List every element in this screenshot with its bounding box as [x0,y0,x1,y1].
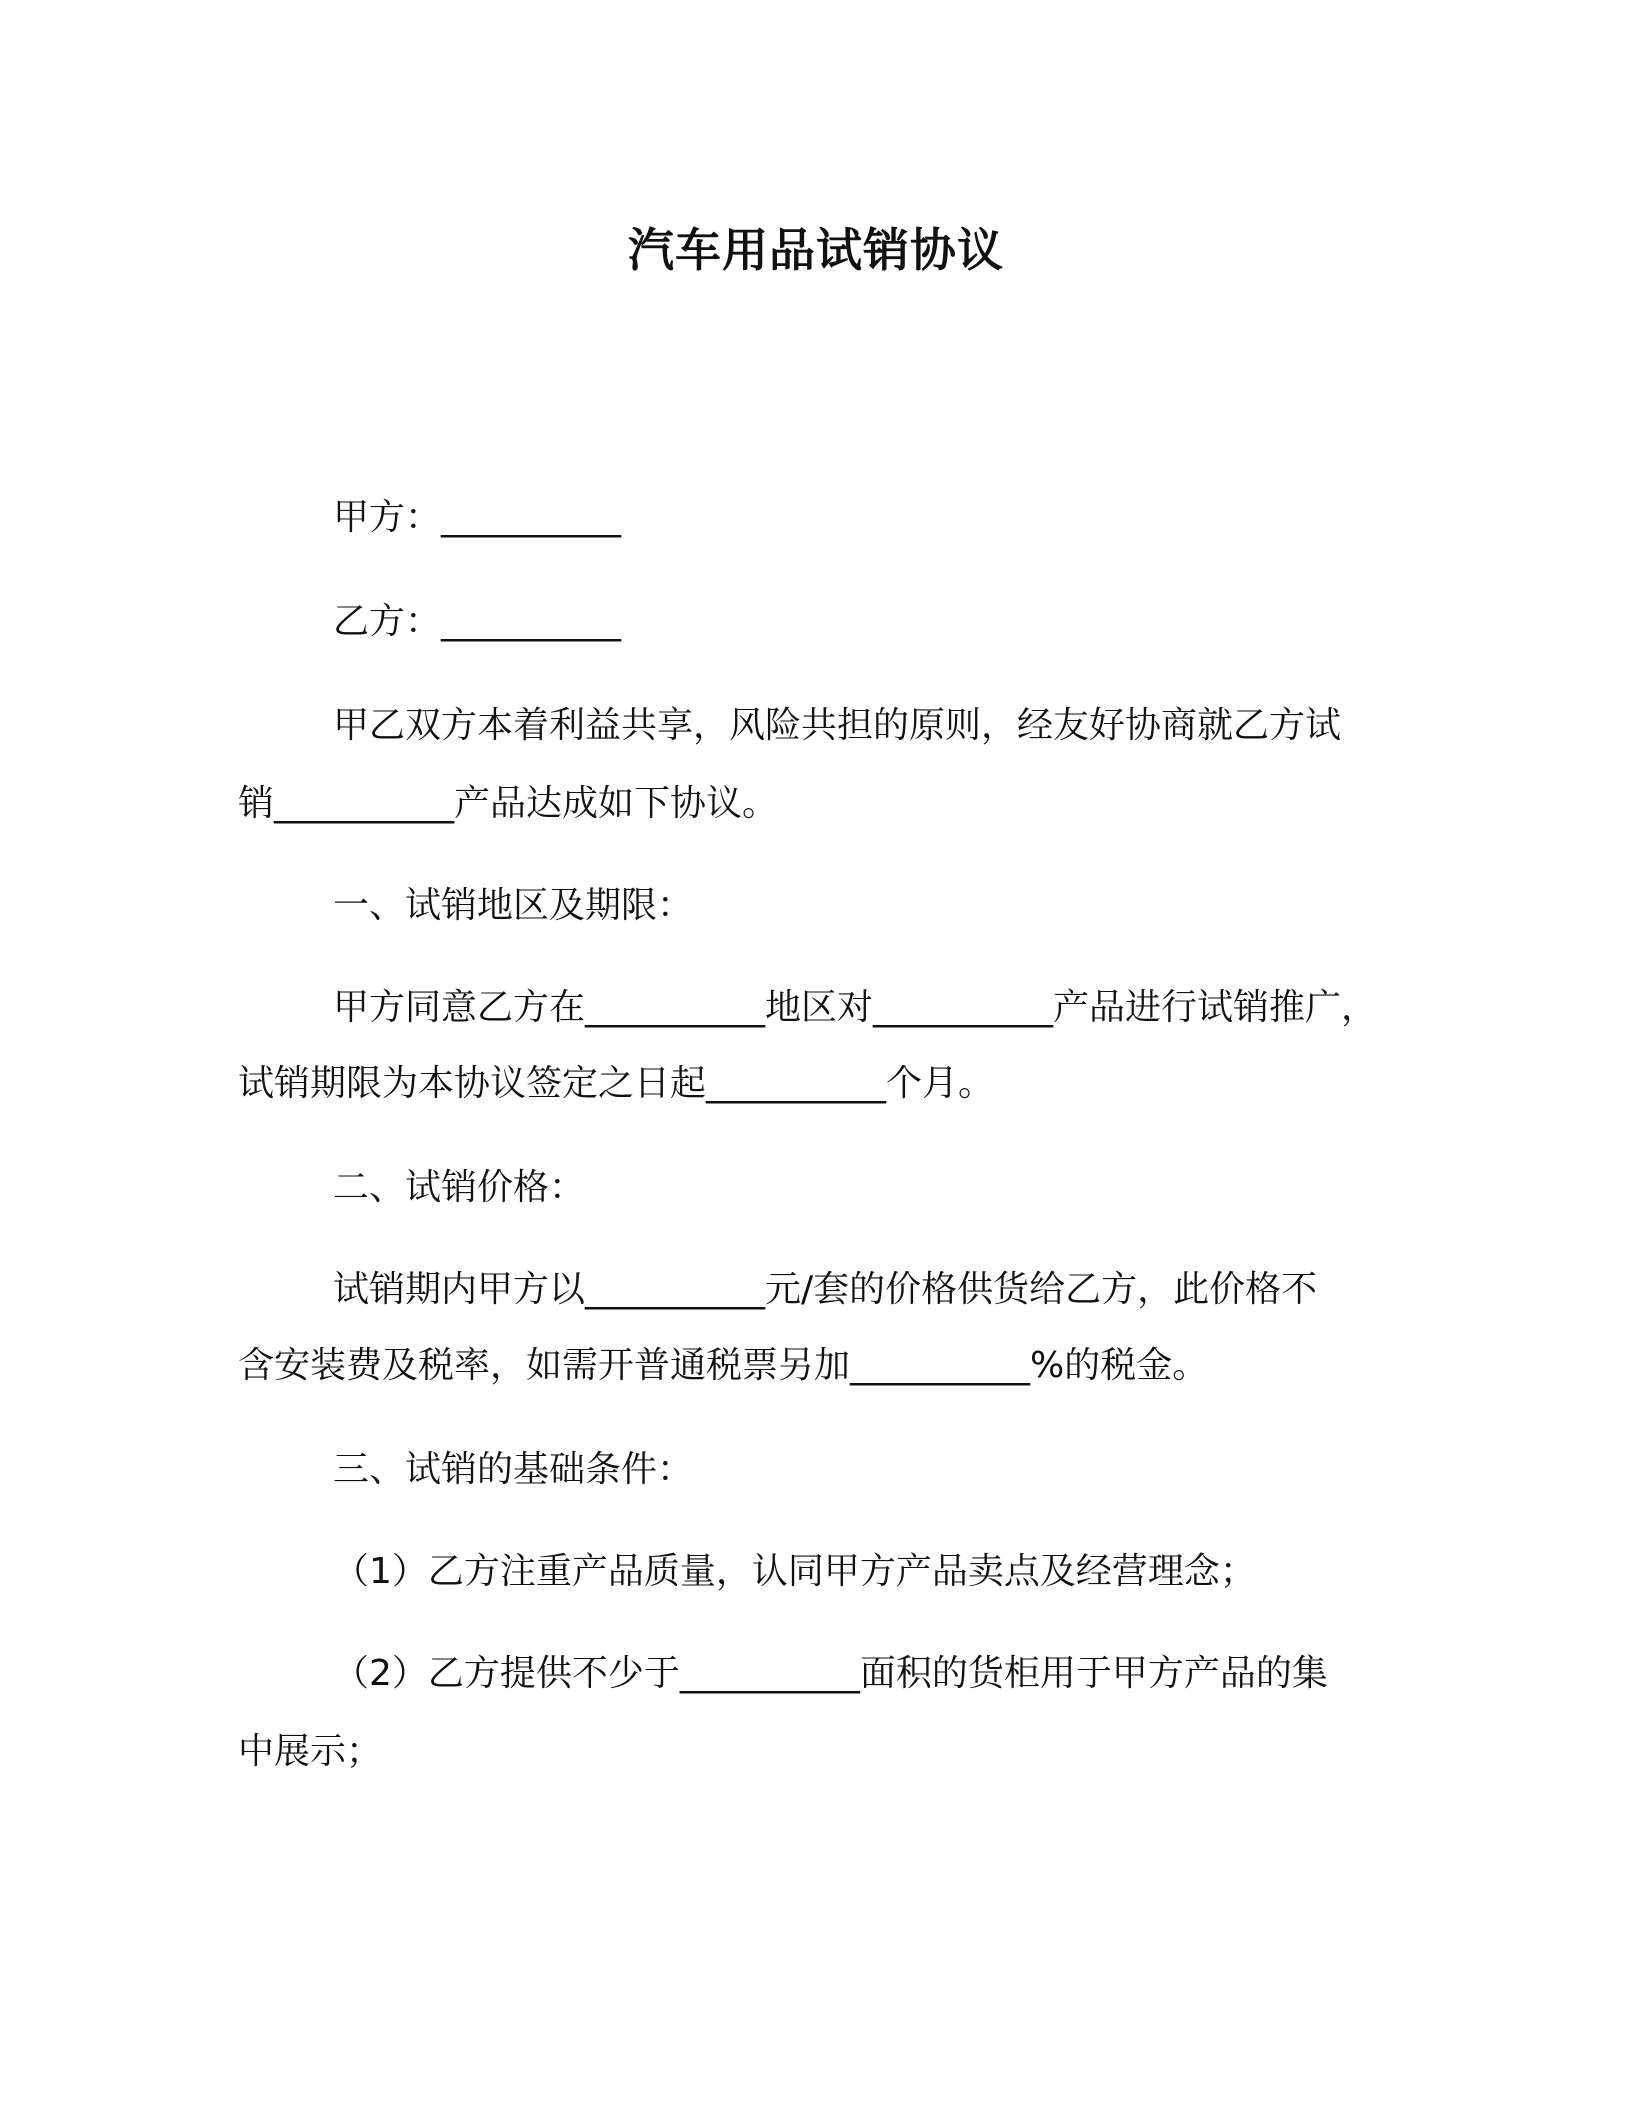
section-3-heading: 三、试销的基础条件： [333,1449,694,1490]
intro-line-2: 销__________产品达成如下协议。 [238,783,779,824]
section-3-item-1: （1）乙方注重产品质量，认同甲方产品卖点及经营理念； [333,1551,1256,1592]
section-1-line-1: 甲方同意乙方在__________地区对__________产品进行试销推广， [333,987,1378,1028]
party-b-line: 乙方：__________ [333,601,622,642]
section-1-heading: 一、试销地区及期限： [333,885,694,926]
section-2-line-2: 含安装费及税率，如需开普通税票另加__________%的税金。 [238,1345,1209,1386]
section-2-heading: 二、试销价格： [333,1167,586,1208]
intro-line-1: 甲乙双方本着利益共享，风险共担的原则，经友好协商就乙方试 [333,705,1342,746]
document-title: 汽车用品试销协议 [628,223,1004,277]
section-3-item-2-line-1: （2）乙方提供不少于__________面积的货柜用于甲方产品的集 [333,1653,1328,1694]
section-2-line-1: 试销期内甲方以__________元/套的价格供货给乙方，此价格不 [333,1269,1318,1310]
section-3-item-2-line-2: 中展示； [238,1731,383,1772]
party-a-line: 甲方：__________ [333,497,622,538]
section-1-line-2: 试销期限为本协议签定之日起__________个月。 [238,1063,995,1104]
